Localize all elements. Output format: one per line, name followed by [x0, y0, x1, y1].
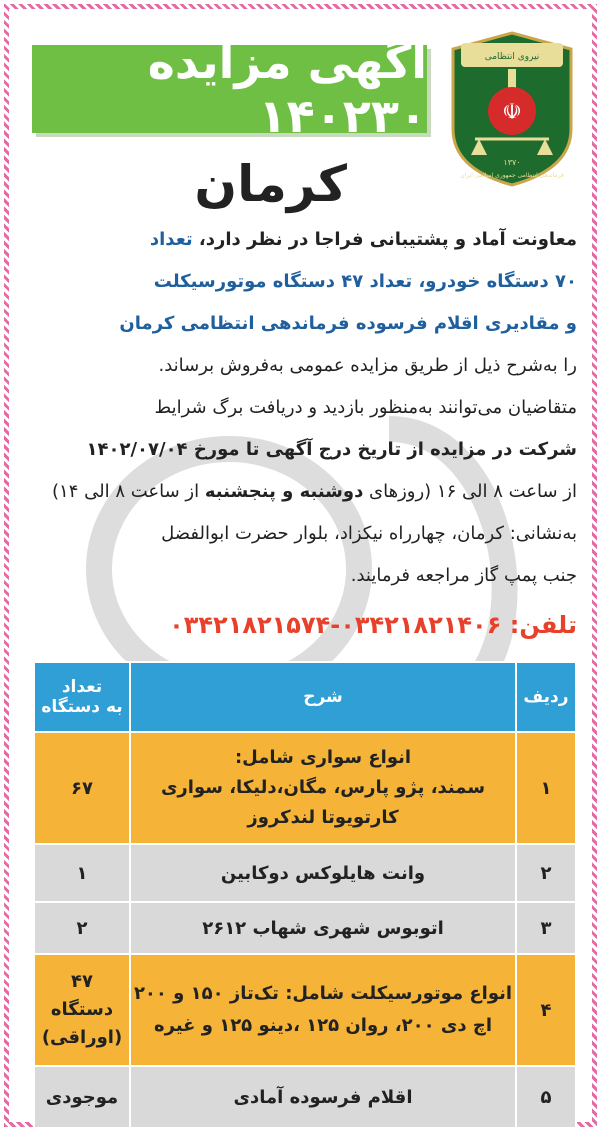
row-index: ۲ [516, 844, 576, 902]
table-row [34, 844, 576, 902]
svg-text:☫: ☫ [502, 100, 522, 125]
header-description: شرح [130, 662, 516, 732]
header-quantity: تعداد به دستگاه [34, 662, 130, 732]
items-table [33, 661, 577, 1129]
auction-title-banner [32, 35, 427, 143]
table-row [34, 1066, 576, 1128]
city-name: کرمان [194, 155, 347, 213]
row-quantity: موجودی [34, 1066, 130, 1128]
page-frame [4, 4, 597, 1127]
notice-body [33, 219, 577, 597]
table-header-row [34, 662, 576, 732]
row-quantity: ۶۷ [34, 732, 130, 844]
row-description: اتوبوس شهری شهاب ۲۶۱۲ [130, 902, 516, 954]
row-index: ۱ [516, 732, 576, 844]
body-line-1: معاونت آماد و پشتیبانی فراجا در نظر دارد، تعداد [149, 229, 577, 250]
body-line-2: ۷۰ دستگاه خودرو، تعداد ۴۷ دستگاه موتورسیکلت [153, 271, 577, 292]
row-description: انواع سواری شامل: سمند، پژو پارس، مگان،دلیکا، سواری کارتویوتا لندکروز [130, 732, 516, 844]
row-index: ۴ [516, 954, 576, 1066]
row-description: اقلام فرسوده آمادی [130, 1066, 516, 1128]
row-quantity: ۴۷ دستگاه (اوراقی) [34, 954, 130, 1066]
row-description: وانت هایلوکس دوکابین [130, 844, 516, 902]
body-line-3: و مقادیری اقلام فرسوده فرماندهی انتظامی کرمان [119, 313, 577, 334]
phone-numbers: تلفن: ۰۳۴۲۱۸۲۱۴۰۶-۰۳۴۲۱۸۲۱۵۷۴ [169, 611, 577, 639]
table-row [34, 954, 576, 1066]
row-quantity: ۱ [34, 844, 130, 902]
page-inner [9, 9, 592, 1122]
police-emblem-icon [447, 29, 577, 189]
auction-title: آگهی مزایده ۱۴۰۲۳۰ [147, 35, 427, 143]
body-line-9: جنب پمپ گاز مراجعه فرمایند. [350, 565, 577, 586]
body-line-7: از ساعت ۸ الی ۱۶ (روزهای دوشنبه و پنجشنبه از ساعت ۸ الی ۱۴) [52, 481, 577, 502]
body-line-8: به‌نشانی: کرمان، چهارراه نیکزاد، بلوار حضرت ابوالفضل [161, 523, 577, 544]
svg-text:نیروی انتظامی: نیروی انتظامی [484, 52, 540, 62]
table-row [34, 902, 576, 954]
row-index: ۳ [516, 902, 576, 954]
table-row [34, 732, 576, 844]
svg-text:فرماندهی انتظامی جمهوری اسلامی: فرماندهی انتظامی جمهوری اسلامی ایران [460, 172, 564, 179]
header-index: ردیف [516, 662, 576, 732]
body-line-6: شرکت در مزایده از تاریخ درج آگهی تا مورخ ۱۴۰۲/۰۷/۰۴ [86, 439, 577, 460]
body-line-4: را به‌شرح ذیل از طریق مزایده عمومی به‌فروش برساند. [158, 355, 577, 376]
body-line-5: متقاضیان می‌توانند به‌منظور بازدید و دریافت برگ شرایط [154, 397, 577, 418]
row-quantity: ۲ [34, 902, 130, 954]
row-index: ۵ [516, 1066, 576, 1128]
row-description: انواع موتورسیکلت شامل: تک‌تاز ۱۵۰ و ۲۰۰ اچ دی ۲۰۰، روان ۱۲۵ ،دینو ۱۲۵ و غیره [130, 954, 516, 1066]
svg-text:۱۳۷۰: ۱۳۷۰ [503, 158, 521, 167]
